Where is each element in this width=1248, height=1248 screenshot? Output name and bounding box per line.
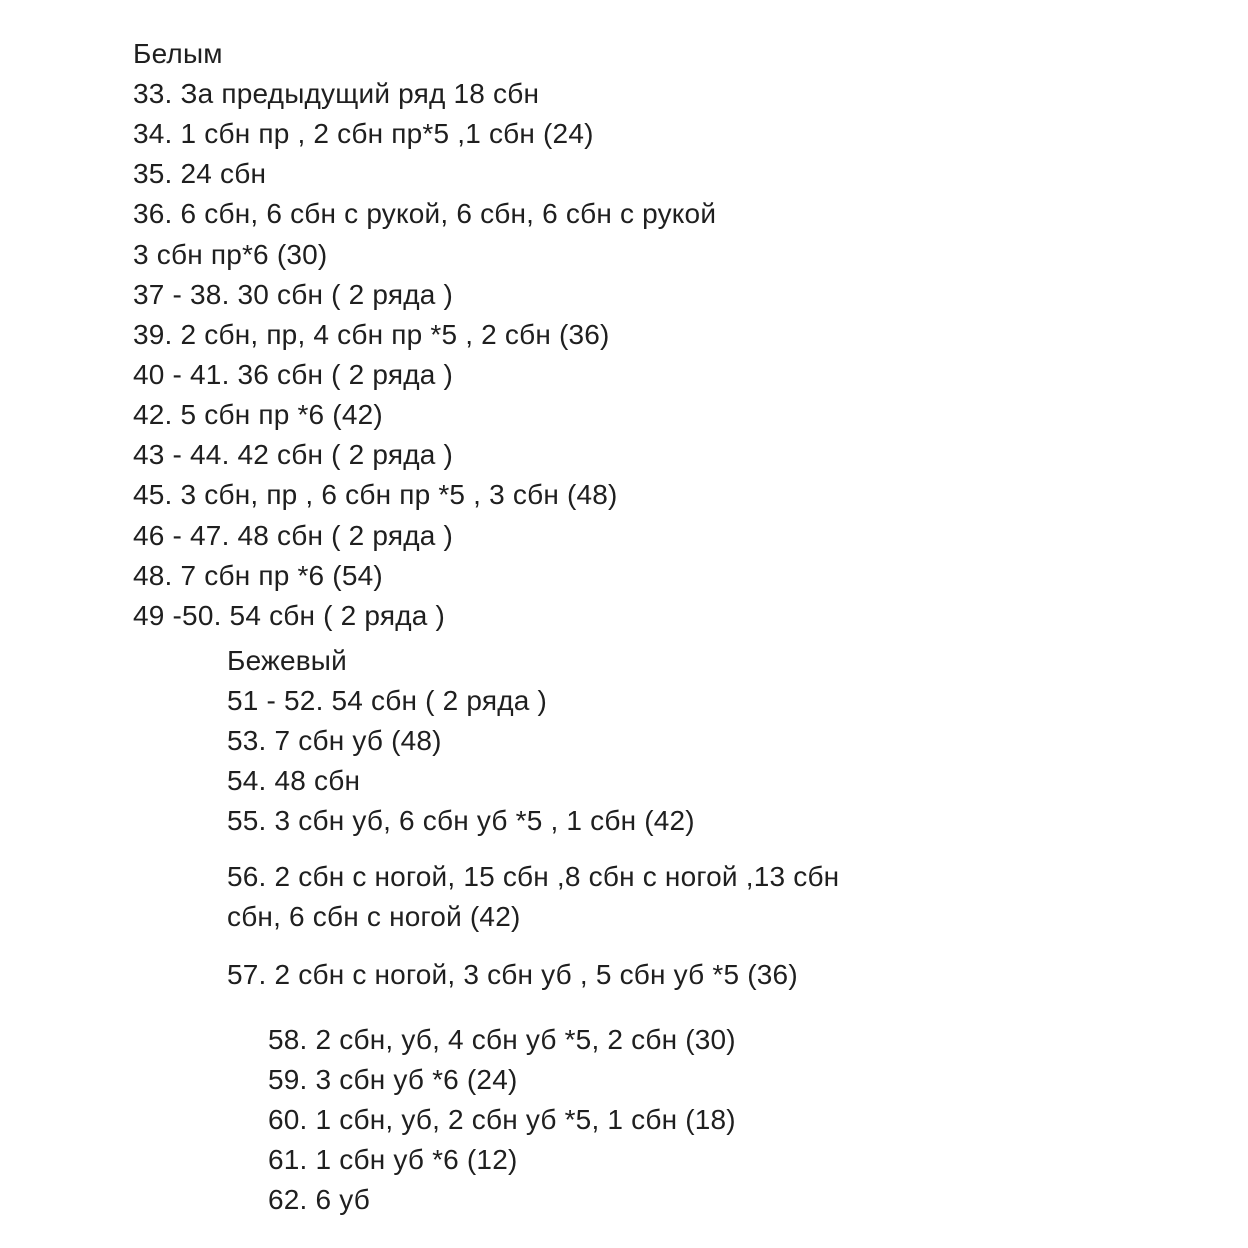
row-line: 40 - 41. 36 сбн ( 2 ряда ) <box>133 359 454 390</box>
row-line: 34. 1 сбн пр , 2 сбн пр*5 ,1 сбн (24) <box>133 118 594 149</box>
row-line: 39. 2 сбн, пр, 4 сбн пр *5 , 2 сбн (36) <box>133 319 610 350</box>
row-line: 51 - 52. 54 сбн ( 2 ряда ) <box>227 685 548 716</box>
row-line: сбн, 6 сбн с ногой (42) <box>227 901 521 932</box>
row-line: 45. 3 сбн, пр , 6 сбн пр *5 , 3 сбн (48) <box>133 479 618 510</box>
row-line: 60. 1 сбн, уб, 2 сбн уб *5, 1 сбн (18) <box>268 1104 736 1135</box>
row-line: 42. 5 сбн пр *6 (42) <box>133 399 383 430</box>
row-line: 55. 3 сбн уб, 6 сбн уб *5 , 1 сбн (42) <box>227 805 695 836</box>
row-line: 33. За предыдущий ряд 18 сбн <box>133 78 540 109</box>
row-line: 3 сбн пр*6 (30) <box>133 239 328 270</box>
row-line: 54. 48 сбн <box>227 765 361 796</box>
row-line: 36. 6 сбн, 6 сбн с рукой, 6 сбн, 6 сбн с рукой <box>133 198 717 229</box>
row-line: 61. 1 сбн уб *6 (12) <box>268 1144 518 1175</box>
row-line: 56. 2 сбн с ногой, 15 сбн ,8 сбн с ногой ,13 сбн <box>227 861 840 892</box>
row-line: 43 - 44. 42 сбн ( 2 ряда ) <box>133 439 454 470</box>
row-line: 58. 2 сбн, уб, 4 сбн уб *5, 2 сбн (30) <box>268 1024 736 1055</box>
row-line: 35. 24 сбн <box>133 158 267 189</box>
row-line: 37 - 38. 30 сбн ( 2 ряда ) <box>133 279 454 310</box>
row-line: 62. 6 уб <box>268 1184 371 1215</box>
section-heading-beige: Бежевый <box>227 645 347 676</box>
section-heading-white: Белым <box>133 38 223 69</box>
row-line: 59. 3 сбн уб *6 (24) <box>268 1064 518 1095</box>
row-line: 49 -50. 54 сбн ( 2 ряда ) <box>133 600 446 631</box>
row-line: 46 - 47. 48 сбн ( 2 ряда ) <box>133 520 454 551</box>
row-line: 48. 7 сбн пр *6 (54) <box>133 560 383 591</box>
row-line: 57. 2 сбн с ногой, 3 сбн уб , 5 сбн уб *5 (36) <box>227 959 798 990</box>
row-line: 53. 7 сбн уб (48) <box>227 725 442 756</box>
